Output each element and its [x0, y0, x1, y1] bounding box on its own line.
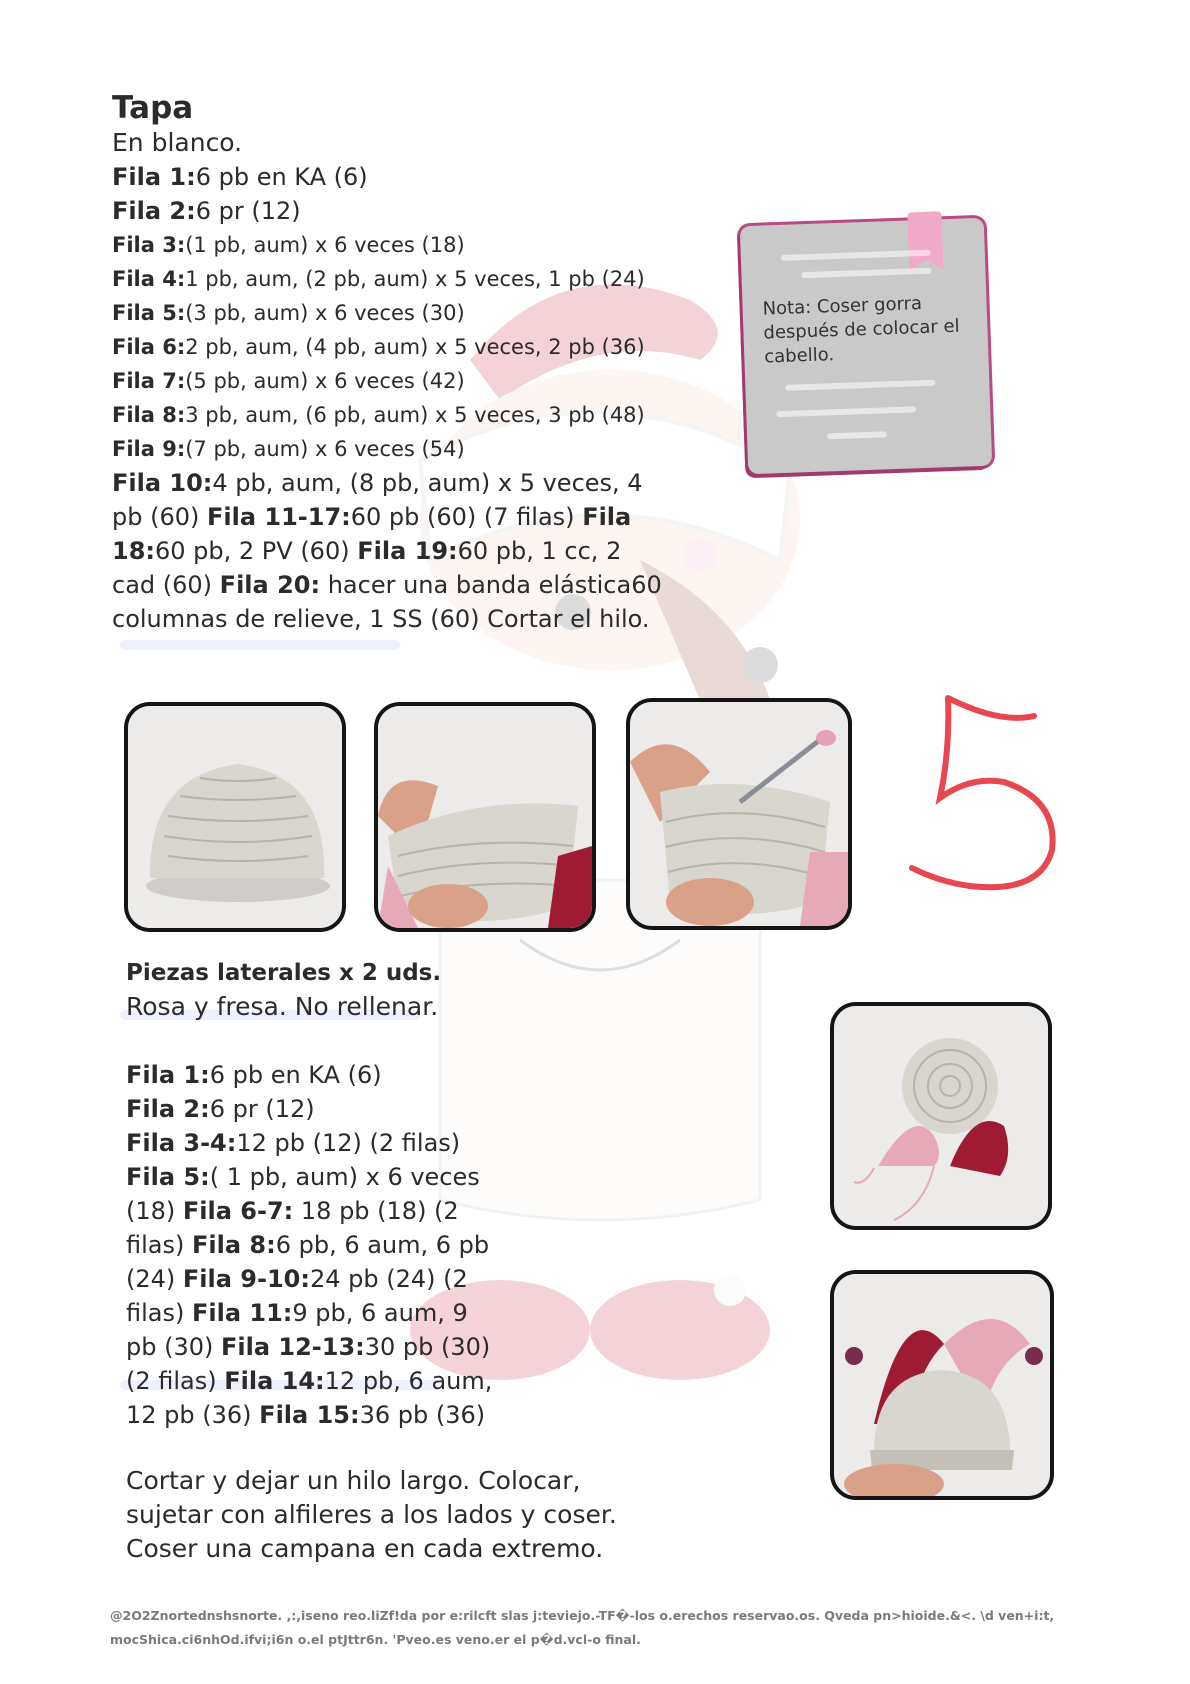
tapa-subtitle: En blanco.	[112, 128, 243, 157]
row-label: Fila 7:	[112, 369, 186, 393]
row-label: Fila 4:	[112, 267, 186, 291]
row-text: 6 pr (12)	[195, 197, 301, 225]
row-label: Fila 12-13:	[221, 1333, 365, 1361]
row-label: Fila 5:	[126, 1163, 210, 1191]
step-number-text: 5	[900, 690, 901, 691]
laterales-paragraph	[126, 1126, 496, 1432]
row-label: Fila 11-17:	[207, 503, 351, 531]
row-label: Fila 9-10:	[182, 1265, 310, 1293]
tapa-paragraph	[112, 466, 672, 636]
row-label: Fila 1:	[126, 1061, 210, 1089]
row-item	[126, 1092, 646, 1126]
photo-finished-cap	[830, 1270, 1054, 1500]
row-label: Fila 11:	[192, 1299, 293, 1327]
row-text: 12 pb, 6 aum, 12 pb (36)	[126, 1367, 493, 1429]
row-text: 60 pb, 1 cc, 2 cad (60)	[112, 537, 622, 599]
note-card	[740, 218, 993, 474]
row-text: (3 pb, aum) x 6 veces (30)	[185, 301, 465, 325]
row-text: 6 pb en KA (6)	[195, 163, 368, 191]
row-text: 2 pb, aum, (4 pb, aum) x 5 veces, 2 pb (36)	[185, 335, 645, 359]
tapa-section	[112, 90, 672, 636]
row-label: Fila 8:	[192, 1231, 276, 1259]
row-label: Fila 2:	[112, 197, 196, 225]
row-item	[112, 432, 672, 466]
tapa-row-list	[112, 160, 672, 466]
row-text: 12 pb (12) (2 filas)	[236, 1129, 461, 1157]
row-label: Fila 5:	[112, 301, 186, 325]
photo-side-pieces	[830, 1002, 1052, 1230]
row-text: (5 pb, aum) x 6 veces (42)	[185, 369, 465, 393]
row-label: Fila 20:	[219, 571, 321, 599]
row-label: Fila 3-4:	[126, 1129, 237, 1157]
row-text: 6 pb, 6 aum, 6 pb (24)	[126, 1231, 490, 1293]
note-text: Nota: Coser gorra después de colocar el cabello.	[762, 293, 960, 368]
row-label: Fila 3:	[112, 233, 186, 257]
row-item	[112, 296, 672, 330]
footer-line-1: @2O2Znortednshsnorte. ,:,iseno reo.liZf!da por e:rilcft slas j:teviejo.-TF�-los o.erechos reservao.os. Qveda pn>hioide.&<. \d ven+i:t,	[110, 1608, 1055, 1623]
row-item	[112, 262, 672, 296]
copyright-footer	[110, 1604, 1070, 1652]
row-label: Fila 2:	[126, 1095, 210, 1123]
row-label: Fila 6-7:	[182, 1197, 294, 1225]
laterales-row-list	[126, 1058, 646, 1126]
row-item	[112, 330, 672, 364]
row-text: 1 pb, aum, (2 pb, aum) x 5 veces, 1 pb (24)	[185, 267, 645, 291]
row-text: 24 pb (24) (2 filas)	[126, 1265, 468, 1327]
row-text: 30 pb (30) (2 filas)	[126, 1333, 491, 1395]
row-item	[112, 194, 672, 228]
photo-cap-holding	[374, 702, 596, 932]
row-item	[112, 228, 672, 262]
row-label: Fila 15:	[259, 1401, 360, 1429]
tapa-title: Tapa	[112, 90, 194, 126]
row-text: 36 pb (36)	[359, 1401, 486, 1429]
row-text: 60 pb, 2 PV (60)	[155, 537, 358, 565]
row-text: 3 pb, aum, (6 pb, aum) x 5 veces, 3 pb (48)	[185, 403, 645, 427]
footer-line-2: mocShica.ci6nhOd.ifvi;i6n o.el ptJttr6n. 'Pveo.es veno.er el p�d.vcl-o final.	[110, 1632, 641, 1647]
laterales-title: Piezas laterales x 2 uds.	[126, 960, 442, 986]
row-label: Fila 8:	[112, 403, 186, 427]
row-label: Fila 18:	[112, 503, 632, 565]
laterales-subtitle: Rosa y fresa. No rellenar.	[126, 992, 439, 1021]
row-text: 4 pb, aum, (8 pb, aum) x 5 veces, 4 pb (60)	[112, 469, 643, 531]
laterales-section	[126, 956, 646, 1566]
row-item	[112, 160, 672, 194]
row-label: Fila 1:	[112, 163, 196, 191]
photo-cap-hook	[626, 698, 852, 930]
row-text: hacer una banda elástica60 columnas de relieve, 1 SS (60) Cortar el hilo.	[112, 571, 662, 633]
photo-cap-piece	[124, 702, 346, 932]
row-text: 60 pb (60) (7 filas)	[350, 503, 583, 531]
row-label: Fila 14:	[224, 1367, 325, 1395]
row-label: Fila 9:	[112, 437, 186, 461]
row-text: (7 pb, aum) x 6 veces (54)	[185, 437, 465, 461]
row-text: 9 pb, 6 aum, 9 pb (30)	[126, 1299, 468, 1361]
row-label: Fila 10:	[112, 469, 213, 497]
row-item	[112, 364, 672, 398]
step-number-handwritten	[900, 690, 1080, 900]
row-text: (1 pb, aum) x 6 veces (18)	[185, 233, 465, 257]
row-text: 6 pr (12)	[209, 1095, 315, 1123]
row-label: Fila 19:	[357, 537, 458, 565]
row-text: 18 pb (18) (2 filas)	[126, 1197, 459, 1259]
row-item	[112, 398, 672, 432]
row-text: 6 pb en KA (6)	[209, 1061, 382, 1089]
row-text: ( 1 pb, aum) x 6 veces (18)	[126, 1163, 480, 1225]
row-item	[126, 1058, 646, 1092]
row-label: Fila 6:	[112, 335, 186, 359]
laterales-closing: Cortar y dejar un hilo largo. Colocar, sujetar con alfileres a los lados y coser. Coser una campana en cada extremo.	[126, 1466, 617, 1563]
